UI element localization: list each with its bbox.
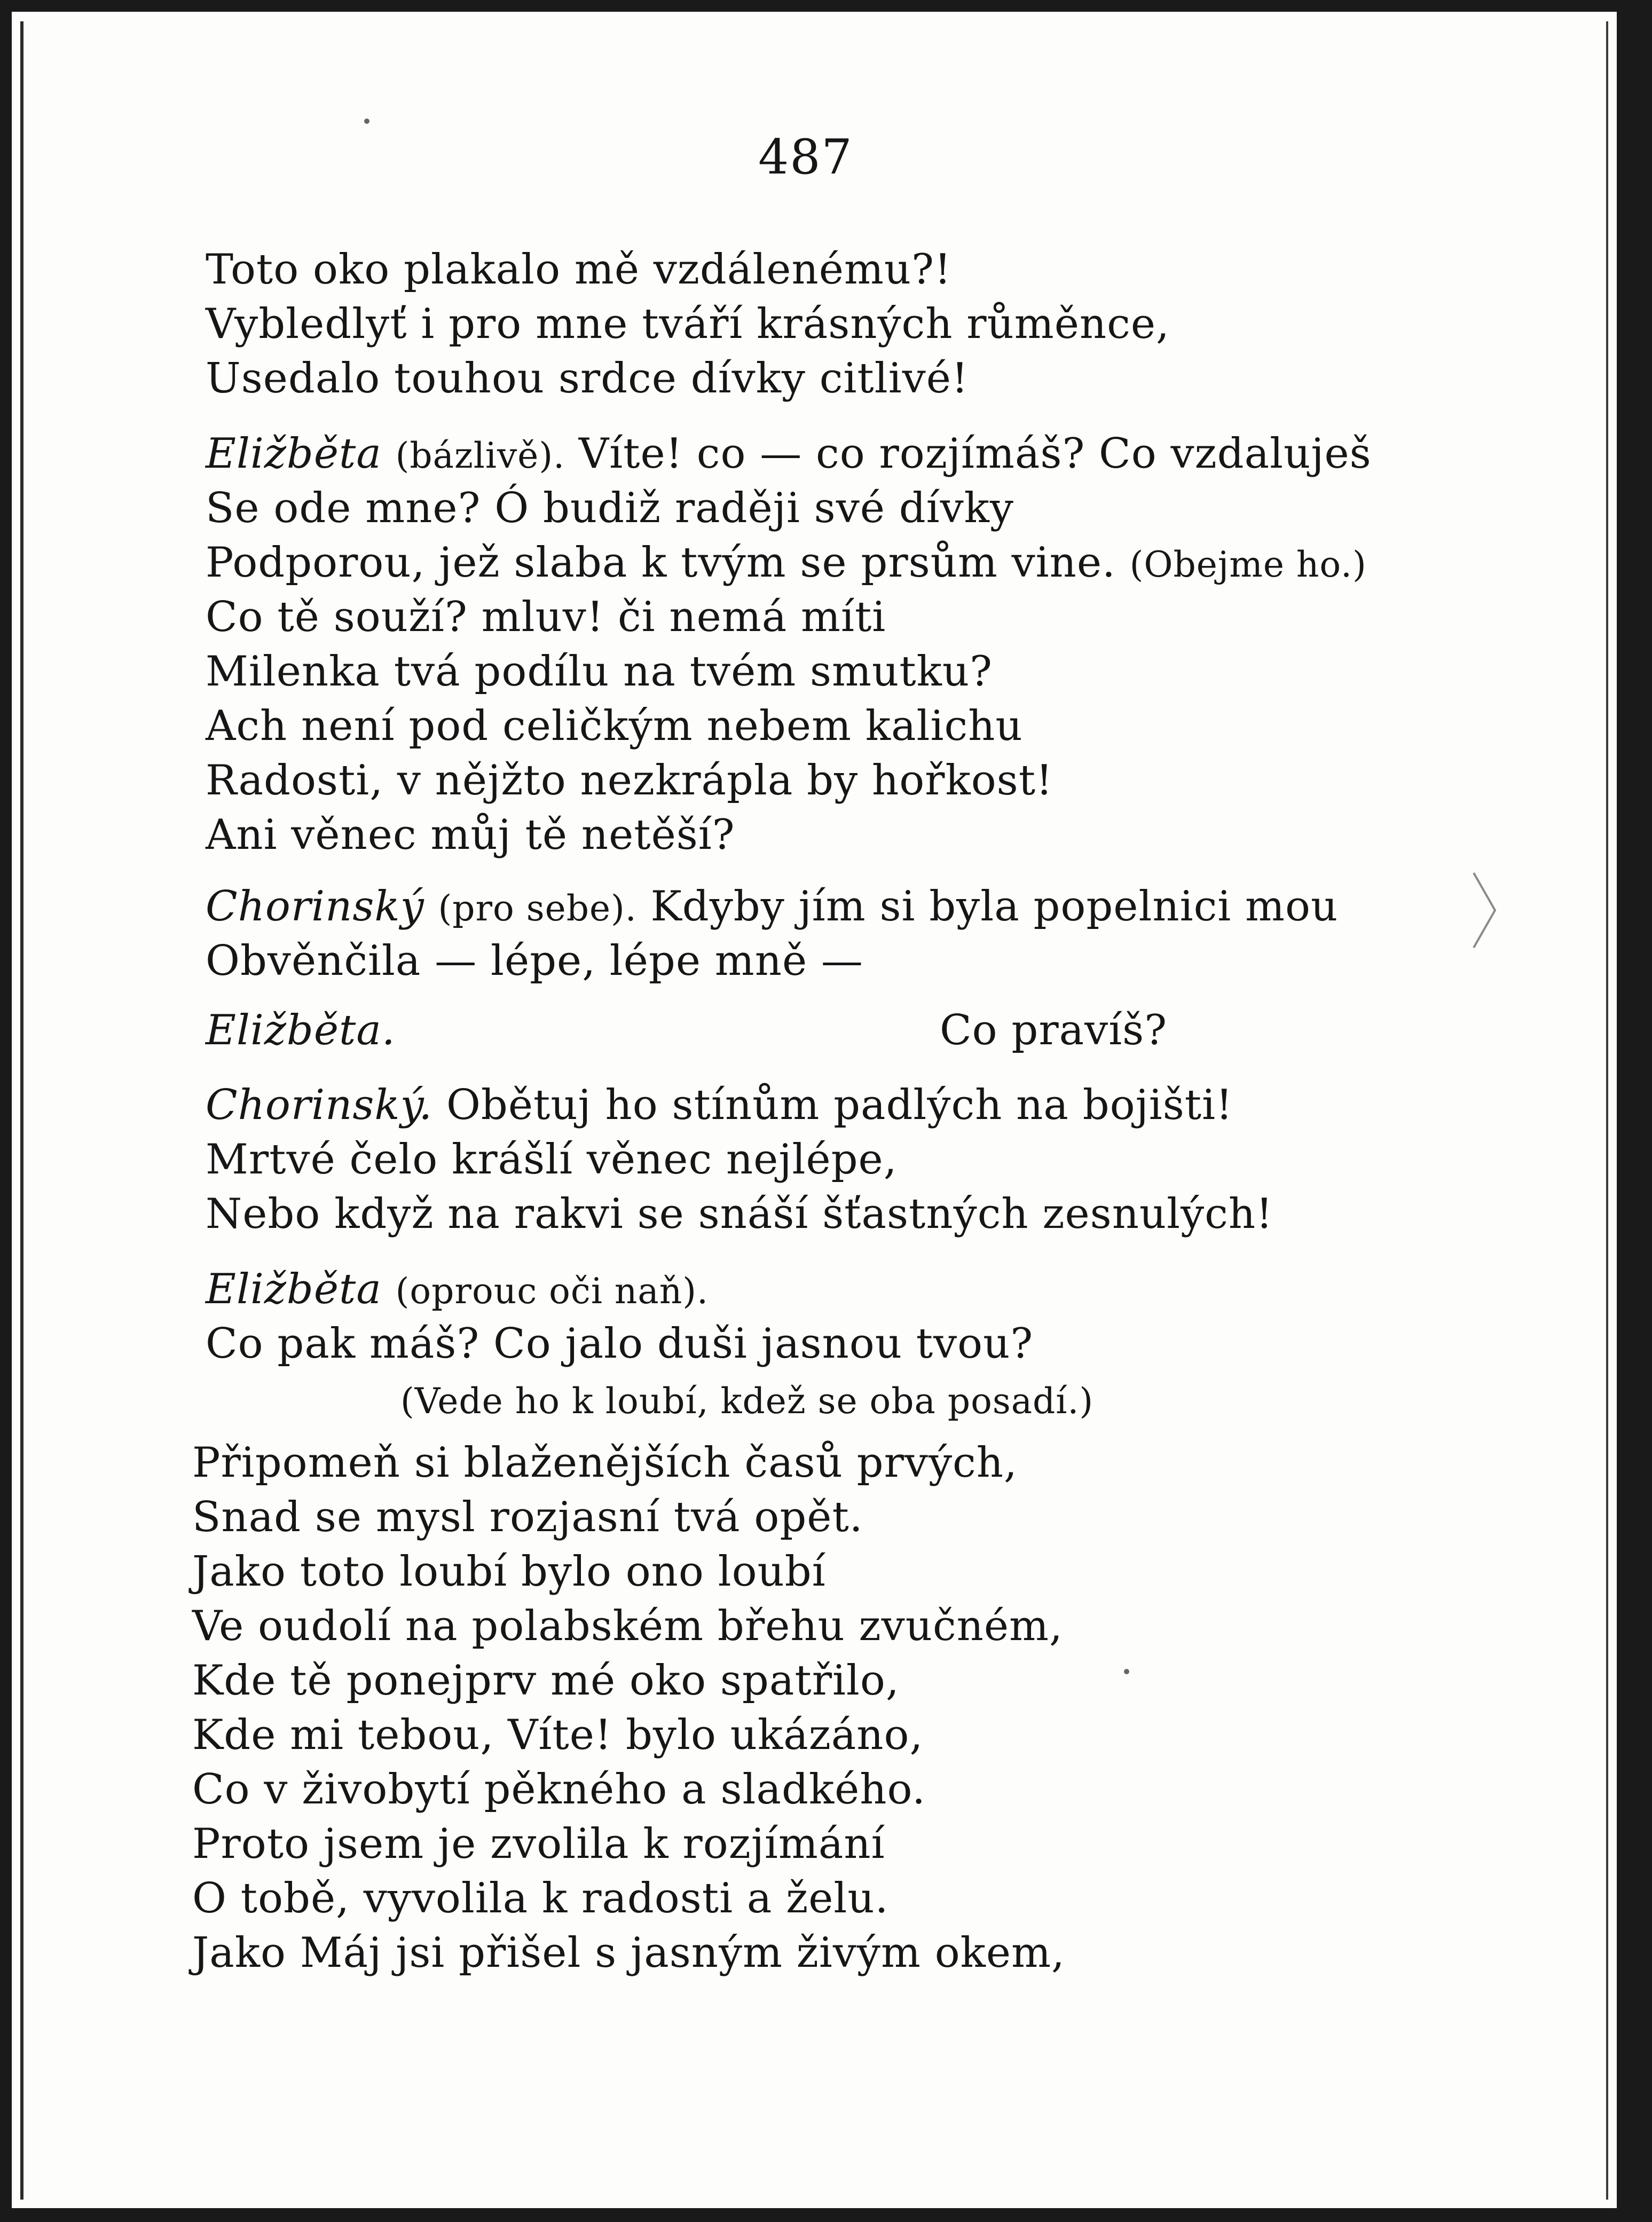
verse-line: Co v živobytí pěkného a sladkého. [192, 1766, 926, 1814]
verse-line: O tobě, vyvolila k radosti a želu. [192, 1874, 889, 1922]
verse-line: Milenka tvá podílu na tvém smutku? [206, 648, 993, 696]
speaker-line [206, 1004, 396, 1057]
verse-line: Ani věnec můj tě netěší? [206, 811, 735, 859]
page-number: 487 [758, 129, 853, 185]
verse-line: Ve oudolí na polabském břehu zvučném, [192, 1602, 1063, 1650]
verse-line: Radosti, v nějžto nezkrápla by hořkost! [206, 757, 1053, 805]
verse-line: Co tě souží? mluv! či nemá míti [206, 593, 886, 641]
verse-line: Kde mi tebou, Víte! bylo ukázáno, [192, 1711, 924, 1759]
page-edge-left [20, 21, 23, 2200]
verse-line: Kde tě ponejprv mé oko spatřilo, [192, 1657, 900, 1705]
stage-direction: (oprouc oči naň). [395, 1271, 709, 1312]
verse-text: Kdyby jím si byla popelnici mou [650, 883, 1339, 931]
scan-border-top [0, 0, 1652, 12]
speaker-name: Eližběta. [206, 1006, 396, 1054]
speech-line [206, 1078, 1233, 1132]
speech-line [206, 1263, 709, 1318]
scan-border-right [1617, 0, 1652, 2222]
speech-line [206, 880, 1338, 935]
speaker-name: Eližběta [206, 430, 382, 478]
speaker-name: Eližběta [206, 1265, 382, 1313]
speech-line [206, 536, 1367, 592]
speaker-name: Chorinský [206, 883, 424, 931]
speck-mark [364, 119, 369, 124]
margin-bracket-mark [1468, 868, 1500, 953]
verse-text: Podporou, jež slaba k tvým se prsům vine. [206, 539, 1116, 587]
stage-direction: (bázlivě). [395, 435, 565, 476]
verse-line: Vybledlyť i pro mne tváří krásných růměnce, [206, 300, 1170, 348]
verse-line: Co pravíš? [940, 1006, 1168, 1054]
speaker-name: Chorinský. [206, 1081, 433, 1129]
scan-border-left [0, 0, 12, 2222]
verse-line: Mrtvé čelo krášlí věnec nejlépe, [206, 1136, 898, 1184]
verse-line: Proto jsem je zvolila k rozjímání [192, 1820, 885, 1868]
verse-line: Co pak máš? Co jalo duši jasnou tvou? [206, 1320, 1034, 1368]
verse-line: Jako toto loubí bylo ono loubí [192, 1548, 826, 1596]
speck-mark [1124, 1669, 1129, 1674]
speech-line [206, 427, 1372, 483]
scan-border-bottom [0, 2208, 1652, 2222]
verse-line: Toto oko plakalo mě vzdálenému?! [206, 246, 952, 294]
stage-direction: (Obejme ho.) [1129, 544, 1367, 585]
verse-line: Připomeň si blaženějších časů prvých, [192, 1439, 1018, 1487]
verse-line: Snad se mysl rozjasní tvá opět. [192, 1493, 863, 1541]
verse-line: Nebo když na rakvi se snáší šťastných zesnulých! [206, 1190, 1273, 1238]
verse-line: Se ode mne? Ó budiž raději své dívky [206, 484, 1014, 532]
verse-line: Ach není pod celičkým nebem kalichu [206, 702, 1023, 750]
verse-text: Víte! co — co rozjímáš? Co vzdaluješ [578, 430, 1372, 478]
verse-line: Usedalo touhou srdce dívky citlivé! [206, 354, 969, 403]
verse-text: Obětuj ho stínům padlých na bojišti! [446, 1081, 1233, 1129]
stage-direction: (pro sebe). [438, 888, 637, 929]
page-edge-right [1606, 21, 1608, 2200]
verse-line: Jako Máj jsi přišel s jasným živým okem, [192, 1929, 1065, 1977]
stage-direction: (Vede ho k loubí, kdež se oba posadí.) [400, 1381, 1094, 1422]
verse-line: Obvěnčila — lépe, lépe mně — [206, 937, 863, 985]
